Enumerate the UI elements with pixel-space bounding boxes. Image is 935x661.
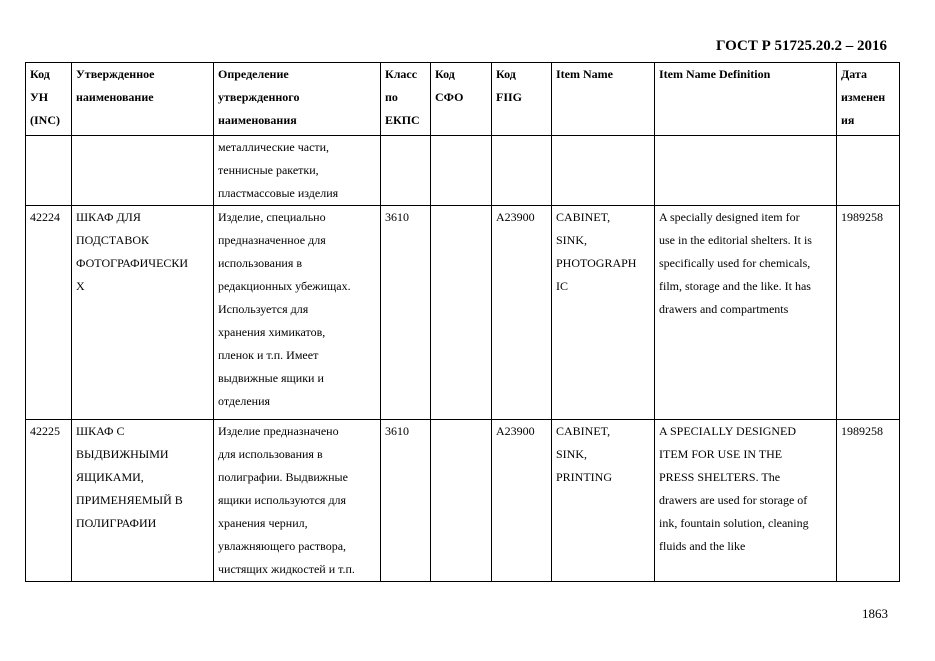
cell-name: ШКАФ С ВЫДВИЖНЫМИ ЯЩИКАМИ, ПРИМЕНЯЕМЫЙ В ПОЛИГРАФИИ [72, 420, 214, 582]
cell-definition: Изделие предназначено для использования в полиграфии. Выдвижные ящики используются для хранения чернил, увлажняющего раствора, чистящих жидкостей и т.п. [214, 420, 381, 582]
col-header-sfo-code: Код СФО [431, 63, 492, 136]
col-header-item-name: Item Name [552, 63, 655, 136]
cell-class [381, 136, 431, 206]
col-header-approved-name: Утвержденное наименование [72, 63, 214, 136]
page-number: 1863 [862, 606, 888, 621]
cell-inc: 42224 [26, 206, 72, 420]
table-header-row [26, 63, 900, 136]
cell-name [72, 136, 214, 206]
cell-fiig [492, 136, 552, 206]
col-header-inc: Код УН (INC) [26, 63, 72, 136]
cell-date: 1989258 [837, 206, 900, 420]
col-header-ekps-class: Класс по ЕКПС [381, 63, 431, 136]
cell-fiig: A23900 [492, 420, 552, 582]
cell-item-definition: A SPECIALLY DESIGNED ITEM FOR USE IN THE PRESS SHELTERS. The drawers are used for storage of ink, fountain solution, cleaning fluids and the like [655, 420, 837, 582]
cell-definition: Изделие, специально предназначенное для использования в редакционных убежищах. Используется для хранения химикатов, пленок и т.п. Имеет выдвижные ящики и отделения [214, 206, 381, 420]
col-header-item-name-definition: Item Name Definition [655, 63, 837, 136]
document-standard-header: ГОСТ Р 51725.20.2 – 2016 [715, 38, 887, 54]
table-row [26, 206, 900, 420]
cell-item-definition [655, 136, 837, 206]
col-header-fiig-code: Код FIIG [492, 63, 552, 136]
cell-inc: 42225 [26, 420, 72, 582]
cell-item-name: CABINET, SINK, PHOTOGRAPH IC [552, 206, 655, 420]
table-row [26, 420, 900, 582]
cell-fiig: A23900 [492, 206, 552, 420]
cell-name: ШКАФ ДЛЯ ПОДСТАВОК ФОТОГРАФИЧЕСКИ Х [72, 206, 214, 420]
cell-inc [26, 136, 72, 206]
cell-sfo [431, 420, 492, 582]
table-row-continuation [26, 136, 900, 206]
cell-class: 3610 [381, 420, 431, 582]
col-header-change-date: Дата изменен ия [837, 63, 900, 136]
cell-item-definition: A specially designed item for use in the editorial shelters. It is specifically used for chemicals, film, storage and the like. It has drawers and compartments [655, 206, 837, 420]
cell-sfo [431, 206, 492, 420]
col-header-name-definition: Определение утвержденного наименования [214, 63, 381, 136]
cell-sfo [431, 136, 492, 206]
cell-definition: металлические части, теннисные ракетки, пластмассовые изделия [214, 136, 381, 206]
cell-date [837, 136, 900, 206]
cell-date: 1989258 [837, 420, 900, 582]
cell-class: 3610 [381, 206, 431, 420]
cell-item-name: CABINET, SINK, PRINTING [552, 420, 655, 582]
cell-item-name [552, 136, 655, 206]
item-names-table [25, 62, 900, 582]
